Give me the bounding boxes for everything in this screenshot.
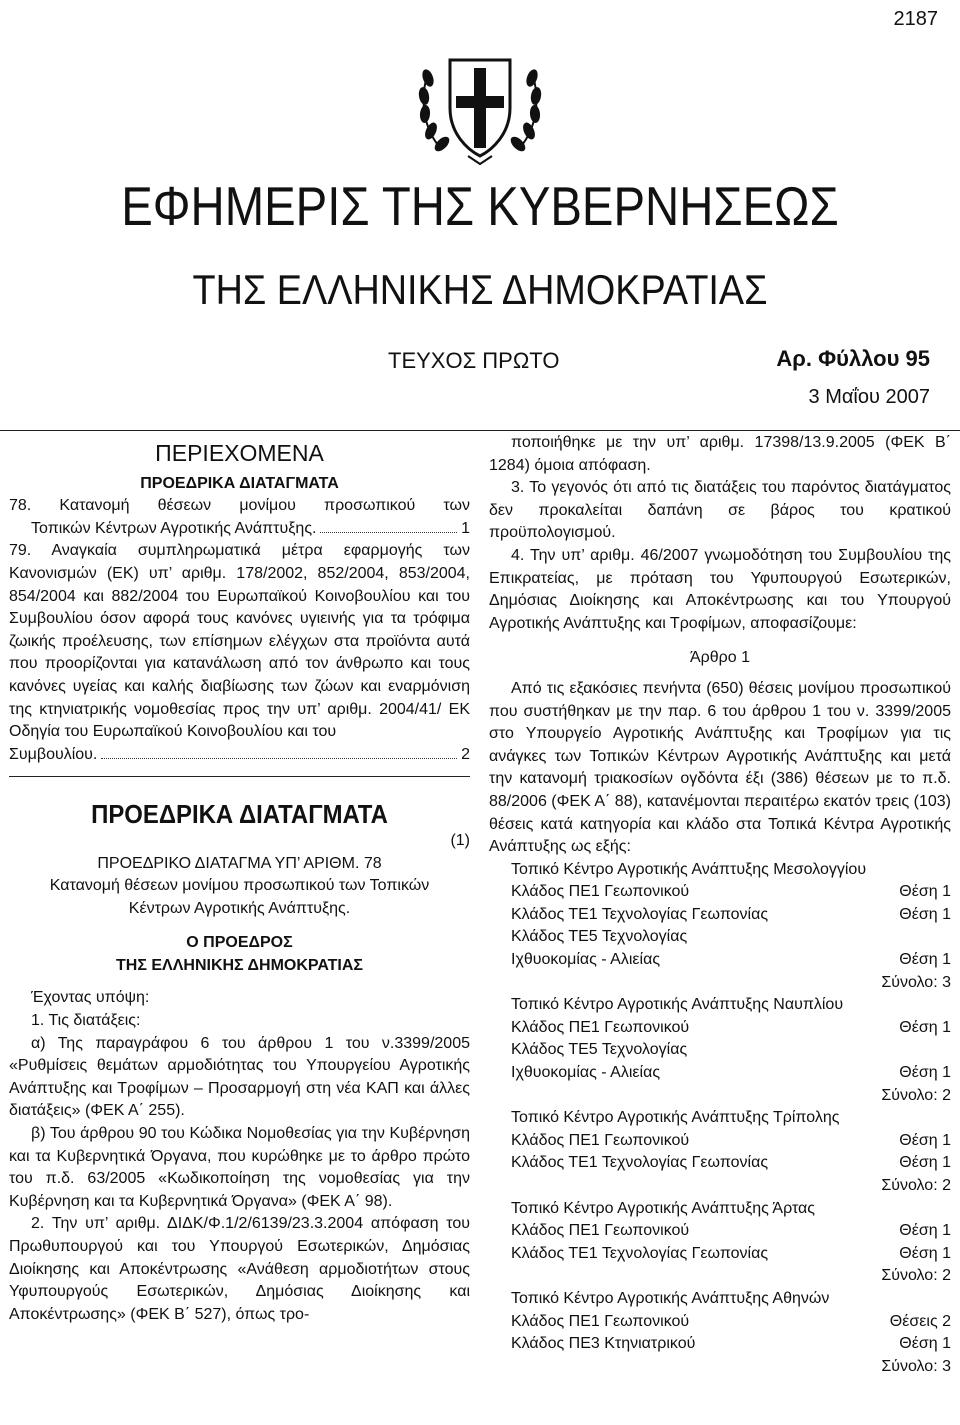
page-number: 2187 <box>893 8 938 30</box>
provision-1b: β) Του άρθρου 90 του Κώδικα Νομοθεσίας για την Κυβέρνηση και τα Κυβερνητικά Όργανα, που κυρώθηκε με το άρθρο πρώτο του π.δ. 63/2005 «Κωδικοποίηση της νομοθεσίας για την Κυβέρνηση και τα Κυβερνητικά Όργανα» (ΦΕΚ Α΄ 98). <box>9 1125 470 1210</box>
having-regard: Έχοντας υπόψη: <box>31 989 150 1007</box>
branch-row <box>489 1039 951 1062</box>
provision-1: 1. Τις διατάξεις: <box>31 1012 141 1030</box>
center-total: Σύνολο: 2 <box>881 1177 951 1194</box>
branch-positions: Θέση 1 <box>899 883 951 901</box>
branch-row <box>489 1130 951 1153</box>
branch-row <box>489 1243 951 1266</box>
center-total: Σύνολο: 3 <box>881 973 951 991</box>
branch-label: Κλάδος ΤΕ1 Τεχνολογίας Γεωπονίας <box>511 1154 769 1172</box>
branch-positions: Θέση 1 <box>899 905 951 923</box>
article-1-text: Από τις εξακόσιες πενήντα (650) θέσεις μονίμου προσωπικού που συστήθηκαν με την παρ. 6 του άρθρου 1 του ν. 3399/2005 στο Υπουργείο Αγροτικής Ανάπτυξης και Τροφίμων για τις ανάγκες των Τοπικών Κέντρων Αγροτικής Ανάπτυξης και μετά την κατανομή τριακοσίων ογδόντα έξι (386) θέσεων με το π.δ. 88/2006 (ΦΕΚ Α΄ 88), κατανέμονται περαιτέρω εκατόν τρεις (103) θέσεις κατά κατηγορία και κλάδο στα Τοπικά Κέντρα Αγροτικής Ανάπτυξης ως εξής: <box>489 679 951 856</box>
branch-label: Κλάδος ΠΕ1 Γεωπονικού <box>511 1312 690 1330</box>
branch-label: Κλάδος ΠΕ1 Γεωπονικού <box>511 1018 690 1036</box>
branch-label: Κλάδος ΠΕ1 Γεωπονικού <box>511 1222 690 1240</box>
header-rule <box>0 430 960 431</box>
branch-row <box>489 949 951 972</box>
branch-positions: Θέση 1 <box>899 1131 951 1149</box>
right-column <box>489 432 951 1378</box>
branch-positions: Θέση 1 <box>899 1154 951 1172</box>
branch-positions: Θέση 1 <box>899 1335 951 1353</box>
left-column <box>9 432 470 1326</box>
branch-label: Ιχθυοκομίας - Αλιείας <box>511 1064 661 1082</box>
provision-1a: α) Της παραγράφου 6 του άρθρου 1 του ν.3399/2005 «Ρυθμίσεις θεμάτων αρμοδιότητας του Υπουργείου Αγροτικής Ανάπτυξης και Τροφίμων – Προσαρμογή στη νέα ΚΑΠ και άλλες διατάξεις» (ΦΕΚ Α΄ 255). <box>9 1034 470 1120</box>
center-total: Σύνολο: 2 <box>881 1267 951 1285</box>
center-name: Τοπικό Κέντρο Αγροτικής Ανάπτυξης Μεσολογγίου <box>511 860 867 878</box>
center-name: Τοπικό Κέντρο Αγροτικής Ανάπτυξης Ναυπλίου <box>511 996 844 1014</box>
branch-label: Κλάδος ΠΕ1 Γεωπονικού <box>511 883 690 901</box>
toc-item-79-lastline <box>9 744 470 767</box>
branch-row <box>489 1062 951 1085</box>
decrees-heading: ΠΡΟΕΔΡΙΚΑ ΔΙΑΤΑΓΜΑΤΑ <box>91 799 388 830</box>
provision-2-continued: ποποιήθηκε με την υπ’ αριθμ. 17398/13.9.2005 (ΦΕΚ Β΄ 1284) όμοια απόφαση. <box>489 434 951 474</box>
branch-positions: Θέσεις 2 <box>889 1312 951 1330</box>
center-total: Σύνολο: 3 <box>881 1357 951 1375</box>
branch-row <box>489 926 951 949</box>
toc-item-78-page: 1 <box>461 519 470 537</box>
toc-item-78-line2 <box>9 518 470 541</box>
president-line-1: Ο ΠΡΟΕΔΡΟΣ <box>186 934 293 952</box>
allocation-list <box>489 859 951 1379</box>
toc-item-79-last: Συμβουλίου. <box>9 745 98 763</box>
toc-subtitle: ΠΡΟΕΔΡΙΚΑ ΔΙΑΤΑΓΜΑΤΑ <box>140 474 339 492</box>
masthead-title: ΕΦΗΜΕΡΙΣ ΤΗΣ ΚΥΒΕΡΝΗΣΕΩΣ <box>121 175 839 237</box>
provision-4: 4. Την υπ’ αριθμ. 46/2007 γνωμοδότηση του Συμβουλίου της Επικρατείας, με πρόταση του Υφυπουργού Εσωτερικών, Δημόσιας Διοίκησης και Αποκέντρωσης και του Υπουργού Αγροτικής Ανάπτυξης και Τροφίμων, αποφασίζουμε: <box>489 546 951 632</box>
branch-label: Κλάδος ΤΕ1 Τεχνολογίας Γεωπονίας <box>511 1244 769 1262</box>
center-name: Τοπικό Κέντρο Αγροτικής Ανάπτυξης Αθηνών <box>511 1289 830 1307</box>
branch-positions: Θέση 1 <box>899 1244 951 1262</box>
decree-number: ΠΡΟΕΔΡΙΚΟ ΔΙΑΤΑΓΜΑ ΥΠ’ ΑΡΙΘΜ. 78 <box>97 854 382 872</box>
branch-row <box>489 1220 951 1243</box>
branch-label: Κλάδος ΤΕ5 Τεχνολογίας <box>511 928 688 946</box>
toc-item-79-page: 2 <box>461 745 470 763</box>
president-line-2: ΤΗΣ ΕΛΛΗΝΙΚΗΣ ΔΗΜΟΚΡΑΤΙΑΣ <box>116 956 363 974</box>
greek-coat-of-arms-emblem <box>412 38 548 174</box>
center-name: Τοπικό Κέντρο Αγροτικής Ανάπτυξης Άρτας <box>511 1199 816 1217</box>
toc-leader <box>320 532 457 533</box>
toc-item-79-text: 79. Αναγκαία συμπληρωματικά μέτρα εφαρμογής των Κανονισμών (ΕΚ) υπ’ αριθμ. 178/2002, 852/2004, 853/2004, 854/2004 και 882/2004 του Ευρωπαϊκού Κοινοβουλίου και του Συμβουλίου όσον αφορά τους κανόνες υγιεινής για τα τρόφιμα ζωικής προέλευσης, των επίσημων ελέγχων στα προϊόντα αυτά που προορίζονται για κατανάλωση από τον άνθρωπο και τους κανόνες υγείας και καλής διαβίωσης των ζώων και εναρμόνιση της κτηνιατρικής νομοθεσίας προς την υπ’ αριθμ. 2004/41/ ΕΚ Οδηγία του Ευρωπαϊκού Κοινοβουλίου και του <box>9 542 470 741</box>
decree-title: Κατανομή θέσεων μονίμου προσωπικού των Τοπικών Κέντρων Αγροτικής Ανάπτυξης. <box>49 877 430 917</box>
branch-label: Κλάδος ΤΕ5 Τεχνολογίας <box>511 1041 688 1059</box>
provision-3: 3. Το γεγονός ότι από τις διατάξεις του παρόντος διατάγματος δεν προκαλείται δαπάνη σε βάρος του κρατικού προϋπολογισμού. <box>489 479 951 542</box>
sheet-number: Αρ. Φύλλου 95 <box>776 346 930 371</box>
toc-leader <box>101 758 457 759</box>
center-total: Σύνολο: 2 <box>881 1086 951 1104</box>
issue-date: 3 Μαΐου 2007 <box>808 386 930 408</box>
branch-positions: Θέση 1 <box>899 1018 951 1036</box>
masthead-subtitle: ΤΗΣ ΕΛΛΗΝΙΚΗΣ ΔΗΜΟΚΡΑΤΙΑΣ <box>192 266 768 313</box>
article-1-title: Άρθρο 1 <box>689 649 751 667</box>
branch-row <box>489 1311 951 1334</box>
toc-item-78-title: Τοπικών Κέντρων Αγροτικής Ανάπτυξης. <box>31 519 317 537</box>
branch-row <box>489 1333 951 1356</box>
branch-positions: Θέση 1 <box>899 1222 951 1240</box>
provision-2: 2. Την υπ’ αριθμ. ΔΙΔΚ/Φ.1/2/6139/23.3.2004 απόφαση του Πρωθυπουργού και του Υπουργού Εσωτερικών, Δημόσιας Διοίκησης και Αποκέντρωσης «Ανάθεση αρμοδιοτήτων στους Υφυπουργούς Εσωτερικών, Δημόσιας Διοίκησης και Αποκέντρωσης» (ΦΕΚ Β΄ 527), όπως τρο- <box>9 1215 470 1323</box>
branch-positions: Θέση 1 <box>899 951 951 969</box>
issue-series: ΤΕΥΧΟΣ ΠΡΩΤΟ <box>388 348 560 373</box>
branch-positions: Θέση 1 <box>899 1064 951 1082</box>
decree-ref: (1) <box>450 831 470 849</box>
branch-row <box>489 1152 951 1175</box>
toc-item-78-line1: 78. Κατανομή θέσεων μονίμου προσωπικού των <box>9 497 470 515</box>
branch-label: Κλάδος ΠΕ1 Γεωπονικού <box>511 1131 690 1149</box>
branch-label: Κλάδος ΤΕ1 Τεχνολογίας Γεωπονίας <box>511 905 769 923</box>
branch-label: Ιχθυοκομίας - Αλιείας <box>511 951 661 969</box>
branch-label: Κλάδος ΠΕ3 Κτηνιατρικού <box>511 1335 696 1353</box>
toc-item-79 <box>9 540 470 743</box>
center-name: Τοπικό Κέντρο Αγροτικής Ανάπτυξης Τρίπολης <box>511 1109 840 1127</box>
branch-row <box>489 1017 951 1040</box>
branch-row <box>489 881 951 904</box>
section-rule <box>9 776 470 777</box>
toc-title: ΠΕΡΙΕΧΟΜΕΝΑ <box>155 440 324 466</box>
branch-row <box>489 904 951 927</box>
